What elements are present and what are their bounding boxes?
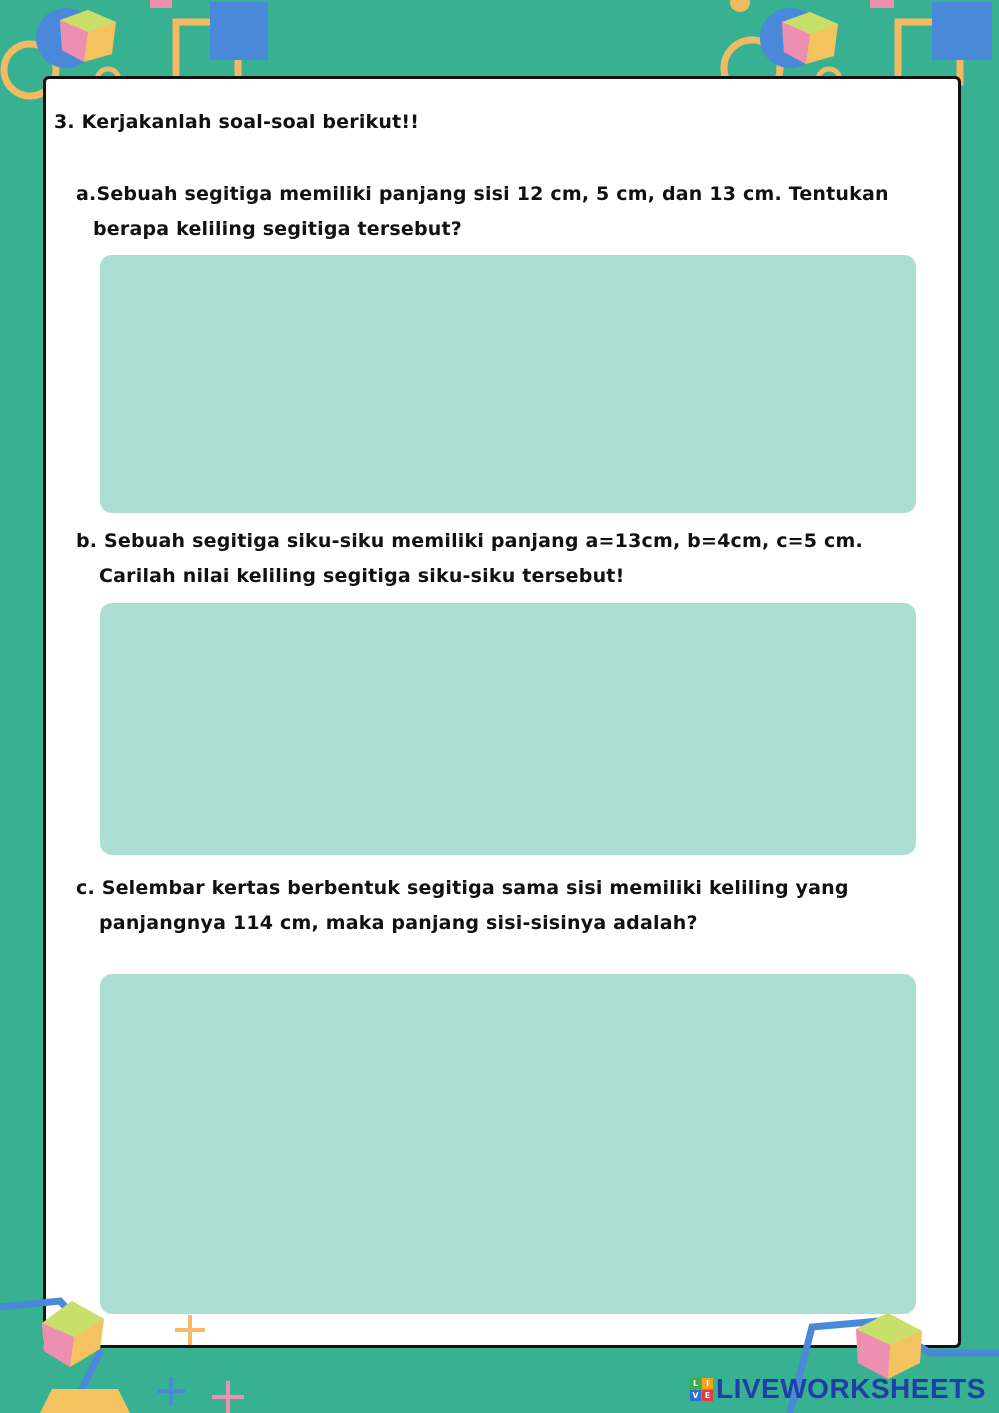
question-b-line-2: Carilah nilai keliling segitiga siku-siku tersebut! xyxy=(99,565,625,587)
worksheet-paper xyxy=(43,76,961,1348)
question-a-line-2: berapa keliling segitiga tersebut? xyxy=(93,218,463,240)
question-c xyxy=(76,871,849,941)
answer-box-b[interactable] xyxy=(100,603,916,855)
answer-box-a[interactable] xyxy=(100,255,916,513)
logo-letter-v: V xyxy=(690,1390,701,1401)
logo-letter-e: E xyxy=(702,1390,713,1401)
question-c-line-2: panjangnya 114 cm, maka panjang sisi-sisinya adalah? xyxy=(99,912,698,934)
question-b xyxy=(76,524,863,594)
logo-letter-l: L xyxy=(690,1378,701,1389)
logo-letter-i: I xyxy=(702,1378,713,1389)
worksheet-heading: 3. Kerjakanlah soal-soal berikut!! xyxy=(54,111,420,133)
question-a-line-1: a.Sebuah segitiga memiliki panjang sisi 12 cm, 5 cm, dan 13 cm. Tentukan xyxy=(76,183,889,205)
liveworksheets-logo-icon xyxy=(690,1378,713,1401)
question-b-line-1: b. Sebuah segitiga siku-siku memiliki panjang a=13cm, b=4cm, c=5 cm. xyxy=(76,530,863,552)
question-a xyxy=(76,177,889,247)
answer-box-c[interactable] xyxy=(100,974,916,1314)
question-c-line-1: c. Selembar kertas berbentuk segitiga sama sisi memiliki keliling yang xyxy=(76,877,849,899)
brand-name: LIVEWORKSHEETS xyxy=(716,1373,986,1404)
liveworksheets-brand xyxy=(690,1373,986,1405)
